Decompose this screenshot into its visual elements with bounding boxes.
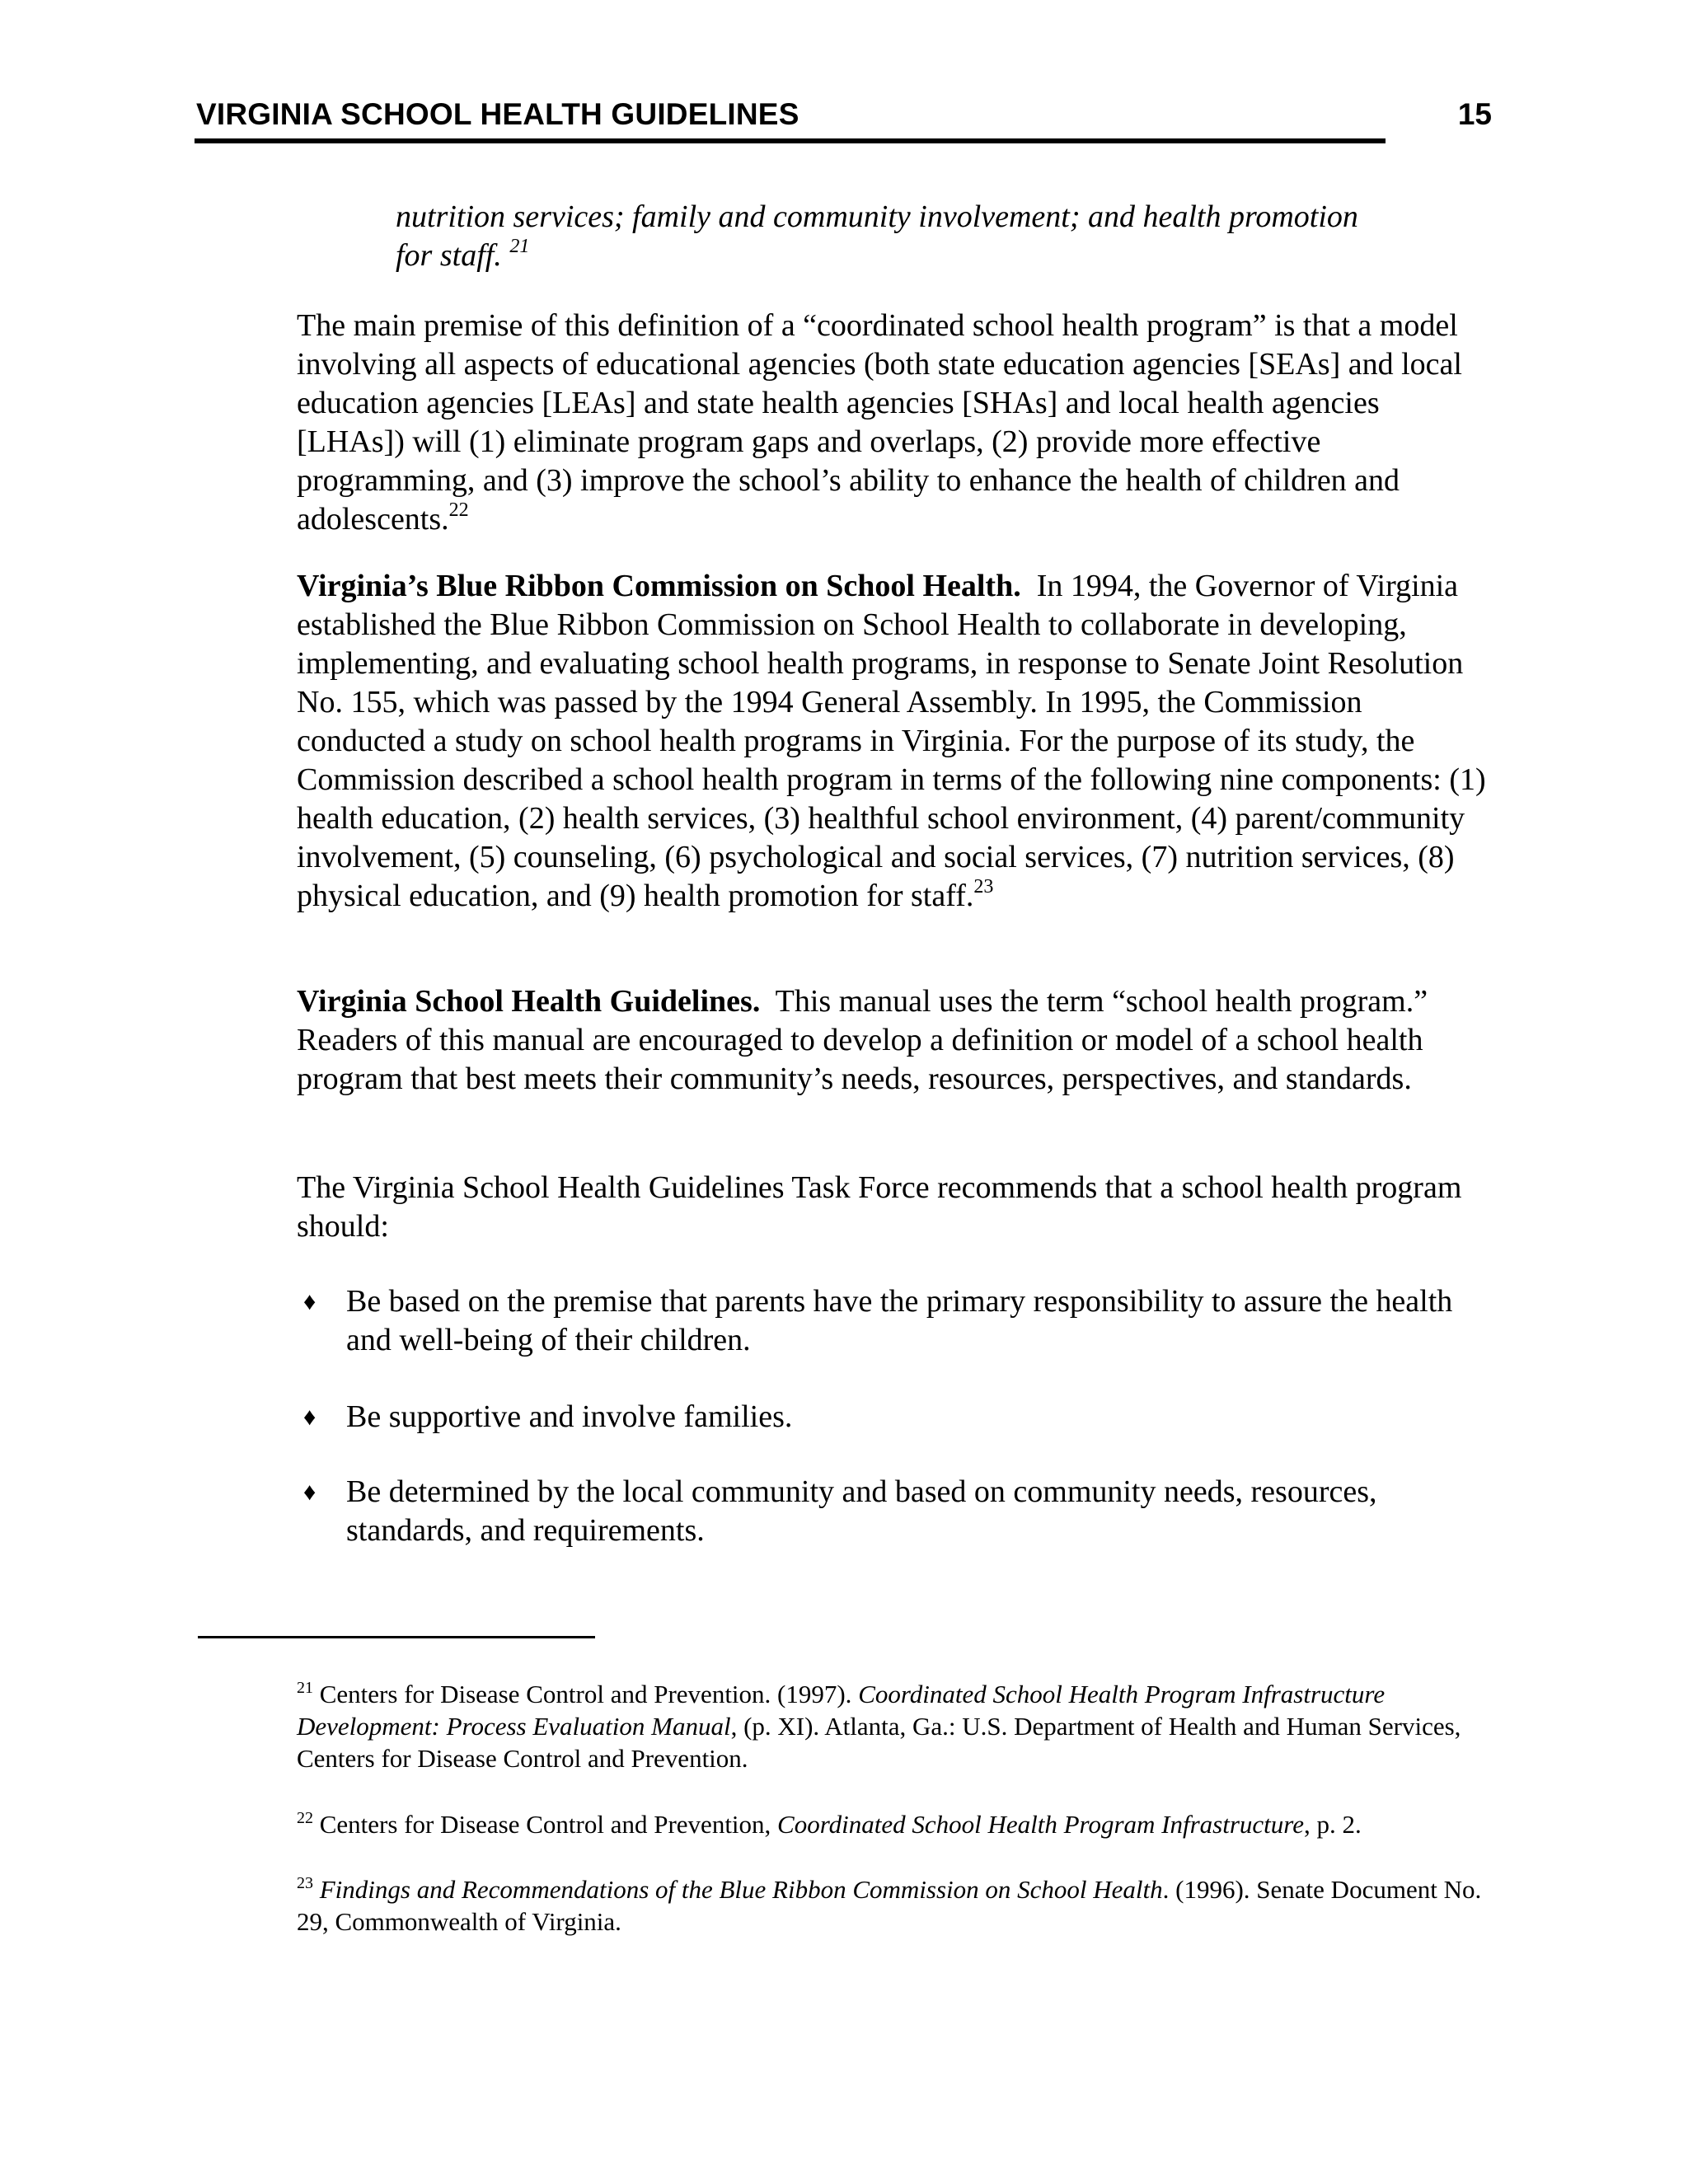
running-title: VIRGINIA SCHOOL HEALTH GUIDELINES <box>196 97 799 131</box>
footnote-number: 23 <box>297 1874 313 1892</box>
footnote-22 <box>297 1808 1492 1840</box>
footnote-ref-22: 22 <box>448 499 469 521</box>
footnote-23 <box>297 1873 1492 1938</box>
diamond-bullet-icon: ♦ <box>303 1479 316 1506</box>
paragraph-guidelines <box>297 982 1492 1099</box>
paragraph-text: The main premise of this definition of a “coordinated school health program” is that a model involving all aspects of educational agencies (both state education agencies [SEAs] and local education agencies [LEAs] and state health agencies [SHAs] and local health agencies [LHAs]) will (1) eliminate program gaps and overlaps, (2) provide more effective programming, and (3) improve the school’s ability to enhance the health of children and adolescents. <box>297 308 1462 537</box>
footnote-ref-23: 23 <box>973 876 994 898</box>
paragraph-blue-ribbon-commission <box>297 567 1492 916</box>
quoted-definition-continuation <box>396 198 1393 275</box>
page-number: 15 <box>1457 97 1492 131</box>
footnote-text-after: , p. 2. <box>1303 1810 1362 1839</box>
footnote-21 <box>297 1678 1492 1774</box>
bullet-text: Be based on the premise that parents have the primary responsibility to assure the health and well-being of their children. <box>346 1284 1453 1357</box>
footnote-number: 21 <box>297 1679 313 1697</box>
paragraph-premise <box>297 307 1492 539</box>
paragraph-task-force <box>297 1169 1492 1246</box>
footnote-separator <box>198 1636 595 1638</box>
footnote-title: Coordinated School Health Program Infrastructure <box>777 1810 1304 1839</box>
footnote-text-after: , (p. XI). Atlanta, Ga.: U.S. Department of Health and Human Services, Centers for Disease Control and Prevention. <box>297 1712 1461 1773</box>
paragraph-text: The Virginia School Health Guidelines Task Force recommends that a school health program should: <box>297 1170 1462 1244</box>
footnote-text: Centers for Disease Control and Prevention, <box>319 1810 778 1839</box>
footnote-text: Centers for Disease Control and Prevention. (1997). <box>319 1680 859 1708</box>
quote-text: nutrition services; family and community involvement; and health promotion for staff. <box>396 199 1358 273</box>
footnote-text-after: . (1996). Senate Document No. 29, Commonwealth of Virginia. <box>297 1875 1482 1936</box>
footnote-ref-21: 21 <box>509 236 530 257</box>
footnote-title: Findings and Recommendations of the Blue Ribbon Commission on School Health <box>319 1875 1163 1904</box>
footnote-title: Coordinated School Health Program Infrastructure Development: Process Evaluation Manual <box>297 1680 1386 1741</box>
diamond-bullet-icon: ♦ <box>303 1404 316 1431</box>
paragraph-lead-heading: Virginia School Health Guidelines. <box>297 984 761 1019</box>
paragraph-lead-heading: Virginia’s Blue Ribbon Commission on School Health. <box>297 569 1021 603</box>
bullet-text: Be supportive and involve families. <box>346 1399 793 1434</box>
diamond-bullet-icon: ♦ <box>303 1288 316 1315</box>
footnote-number: 22 <box>297 1809 313 1827</box>
bullet-text: Be determined by the local community and based on community needs, resources, standards, and requirements. <box>346 1474 1377 1548</box>
paragraph-text: In 1994, the Governor of Virginia established the Blue Ribbon Commission on School Health to collaborate in developing, implementing, and evaluating school health programs, in response to Senate Joint Resolution No. 155, which was passed by the 1994 General Assembly. In 1995, the Commission conducted a study on school health programs in Virginia. For the purpose of its study, the Commission described a school health program in terms of the following nine components: (1) health education, (2) health services, (3) healthful school environment, (4) parent/community involvement, (5) counseling, (6) psychological and social services, (7) nutrition services, (8) physical education, and (9) health promotion for staff. <box>297 569 1486 913</box>
header-rule <box>195 138 1386 143</box>
paragraph-text: This manual uses the term “school health program.” Readers of this manual are encouraged to develop a definition or model of a school health program that best meets their community’s needs, resources, perspectives, and standards. <box>297 984 1428 1096</box>
